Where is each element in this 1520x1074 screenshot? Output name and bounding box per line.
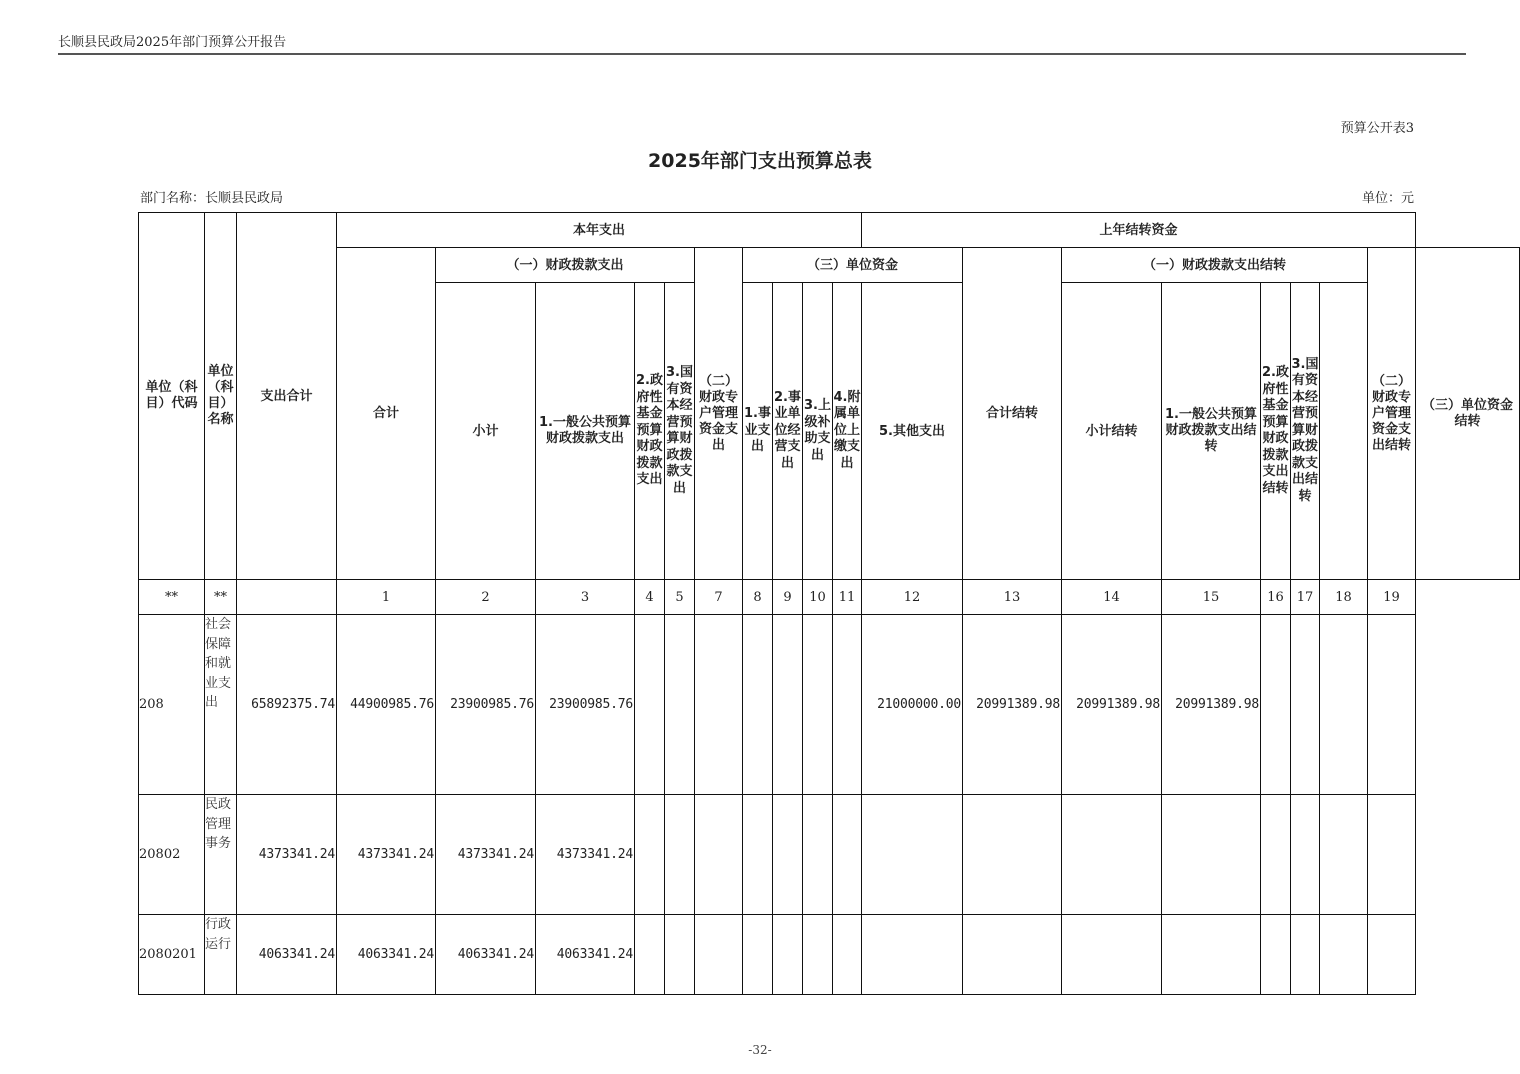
header-general-budget: 1.一般公共预算财政拨款支出 bbox=[536, 283, 635, 580]
header-gov-fund-carry: 2.政府性基金预算财政拨款支出结转 bbox=[1261, 283, 1291, 580]
row-value: 4063341.24 bbox=[337, 915, 436, 995]
index-cell: 3 bbox=[536, 580, 635, 615]
row-value bbox=[1368, 795, 1416, 915]
row-value bbox=[1320, 795, 1368, 915]
row-value: 44900985.76 bbox=[337, 615, 436, 795]
row-name: 社会保障和就业支出 bbox=[205, 615, 237, 795]
row-value: 20991389.98 bbox=[963, 615, 1062, 795]
index-cell: 10 bbox=[803, 580, 833, 615]
row-value bbox=[833, 615, 862, 795]
row-value: 4373341.24 bbox=[436, 795, 536, 915]
row-value bbox=[862, 795, 963, 915]
index-cell: ** bbox=[139, 580, 205, 615]
row-value bbox=[862, 915, 963, 995]
row-value bbox=[1261, 615, 1291, 795]
header-xiaoji-carry: 小计结转 bbox=[1062, 283, 1162, 580]
index-cell: 1 bbox=[337, 580, 436, 615]
row-value bbox=[773, 795, 803, 915]
page-title: 2025年部门支出预算总表 bbox=[648, 150, 872, 172]
form-number: 预算公开表3 bbox=[1340, 121, 1414, 136]
header-state-capital: 3.国有资本经营预算财政拨款支出 bbox=[665, 283, 695, 580]
table-row bbox=[139, 795, 1520, 915]
row-name: 民政管理事务 bbox=[205, 795, 237, 915]
header-divider bbox=[58, 53, 1466, 55]
header-affiliated: 4.附属单位上缴支出 bbox=[833, 283, 862, 580]
index-cell: 5 bbox=[665, 580, 695, 615]
row-value bbox=[773, 915, 803, 995]
row-value bbox=[803, 795, 833, 915]
row-value bbox=[833, 915, 862, 995]
row-value: 23900985.76 bbox=[436, 615, 536, 795]
index-cell: 14 bbox=[1062, 580, 1162, 615]
column-index-row bbox=[139, 580, 1520, 615]
header-business: 1.事业支出 bbox=[743, 283, 773, 580]
row-value bbox=[635, 915, 665, 995]
row-value: 4063341.24 bbox=[536, 915, 635, 995]
row-value bbox=[1368, 915, 1416, 995]
row-value bbox=[1162, 915, 1261, 995]
row-value bbox=[1291, 795, 1320, 915]
index-cell bbox=[237, 580, 337, 615]
row-value bbox=[1368, 615, 1416, 795]
header-code: 单位（科目）代码 bbox=[139, 213, 205, 580]
row-value bbox=[803, 615, 833, 795]
index-cell: 8 bbox=[743, 580, 773, 615]
row-value: 4063341.24 bbox=[237, 915, 337, 995]
header-name: 单位（科目）名称 bbox=[205, 213, 237, 580]
row-value bbox=[695, 615, 743, 795]
index-cell: 15 bbox=[1162, 580, 1261, 615]
header-operating: 2.事业单位经营支出 bbox=[773, 283, 803, 580]
index-cell: 9 bbox=[773, 580, 803, 615]
row-value bbox=[635, 795, 665, 915]
row-value: 4063341.24 bbox=[436, 915, 536, 995]
header-total: 支出合计 bbox=[237, 213, 337, 580]
row-code: 208 bbox=[139, 615, 205, 795]
header-prior-year-carryover: 上年结转资金 bbox=[862, 213, 1416, 248]
row-value: 65892375.74 bbox=[237, 615, 337, 795]
row-value bbox=[1062, 795, 1162, 915]
index-cell: 4 bbox=[635, 580, 665, 615]
row-value: 20991389.98 bbox=[1162, 615, 1261, 795]
header-special-account-carry: （二）财政专户管理资金支出结转 bbox=[1368, 248, 1416, 580]
index-cell: 7 bbox=[695, 580, 743, 615]
row-value bbox=[1320, 915, 1368, 995]
row-value bbox=[1062, 915, 1162, 995]
index-cell: 16 bbox=[1261, 580, 1291, 615]
row-value bbox=[665, 915, 695, 995]
header-state-capital-carry: 3.国有资本经营预算财政拨款支出结转 bbox=[1291, 283, 1320, 580]
index-cell: 17 bbox=[1291, 580, 1320, 615]
row-value: 21000000.00 bbox=[862, 615, 963, 795]
row-value bbox=[695, 795, 743, 915]
row-code: 2080201 bbox=[139, 915, 205, 995]
row-value bbox=[743, 915, 773, 995]
row-value bbox=[1320, 615, 1368, 795]
unit-label: 单位：元 bbox=[1361, 191, 1414, 206]
row-value bbox=[665, 795, 695, 915]
header-special-account: （二）财政专户管理资金支出 bbox=[695, 248, 743, 580]
row-value bbox=[695, 915, 743, 995]
expenditure-budget-table bbox=[138, 212, 1520, 995]
index-cell: 11 bbox=[833, 580, 862, 615]
row-value bbox=[1291, 615, 1320, 795]
header-other: 5.其他支出 bbox=[862, 283, 963, 580]
row-value bbox=[1261, 915, 1291, 995]
row-value bbox=[773, 615, 803, 795]
row-code: 20802 bbox=[139, 795, 205, 915]
row-value: 4373341.24 bbox=[237, 795, 337, 915]
header-fiscal-allocation-carry: （一）财政拨款支出结转 bbox=[1062, 248, 1368, 283]
row-value bbox=[803, 915, 833, 995]
report-header: 长顺县民政局2025年部门预算公开报告 bbox=[58, 35, 287, 50]
header-unit-funds: （三）单位资金 bbox=[743, 248, 963, 283]
header-unit-funds-carry: （三）单位资金结转 bbox=[1416, 248, 1520, 580]
department-name: 部门名称：长顺县民政局 bbox=[140, 191, 284, 206]
header-gov-fund: 2.政府性基金预算财政拨款支出 bbox=[635, 283, 665, 580]
index-cell: 2 bbox=[436, 580, 536, 615]
row-value bbox=[743, 615, 773, 795]
row-value bbox=[1162, 795, 1261, 915]
index-cell: 18 bbox=[1320, 580, 1368, 615]
row-value: 4373341.24 bbox=[536, 795, 635, 915]
row-value: 20991389.98 bbox=[1062, 615, 1162, 795]
row-value bbox=[1291, 915, 1320, 995]
row-value bbox=[833, 795, 862, 915]
header-fiscal-allocation: （一）财政拨款支出 bbox=[436, 248, 695, 283]
header-current-year: 本年支出 bbox=[337, 213, 862, 248]
row-value bbox=[743, 795, 773, 915]
index-cell: ** bbox=[205, 580, 237, 615]
row-value: 4373341.24 bbox=[337, 795, 436, 915]
header-general-budget-carry: 1.一般公共预算财政拨款支出结转 bbox=[1162, 283, 1261, 580]
row-value bbox=[635, 615, 665, 795]
row-value bbox=[963, 795, 1062, 915]
header-heji-carry: 合计结转 bbox=[963, 248, 1062, 580]
page-number: -32- bbox=[748, 1043, 772, 1057]
table-row bbox=[139, 615, 1520, 795]
index-cell: 19 bbox=[1368, 580, 1416, 615]
row-value bbox=[665, 615, 695, 795]
header-subsidy: 3.上级补助支出 bbox=[803, 283, 833, 580]
header-xiaoji: 小计 bbox=[436, 283, 536, 580]
index-cell: 13 bbox=[963, 580, 1062, 615]
header-heji: 合计 bbox=[337, 248, 436, 580]
index-cell: 12 bbox=[862, 580, 963, 615]
row-name: 行政运行 bbox=[205, 915, 237, 995]
row-value bbox=[963, 915, 1062, 995]
table-row bbox=[139, 915, 1520, 995]
row-value: 23900985.76 bbox=[536, 615, 635, 795]
row-value bbox=[1261, 795, 1291, 915]
